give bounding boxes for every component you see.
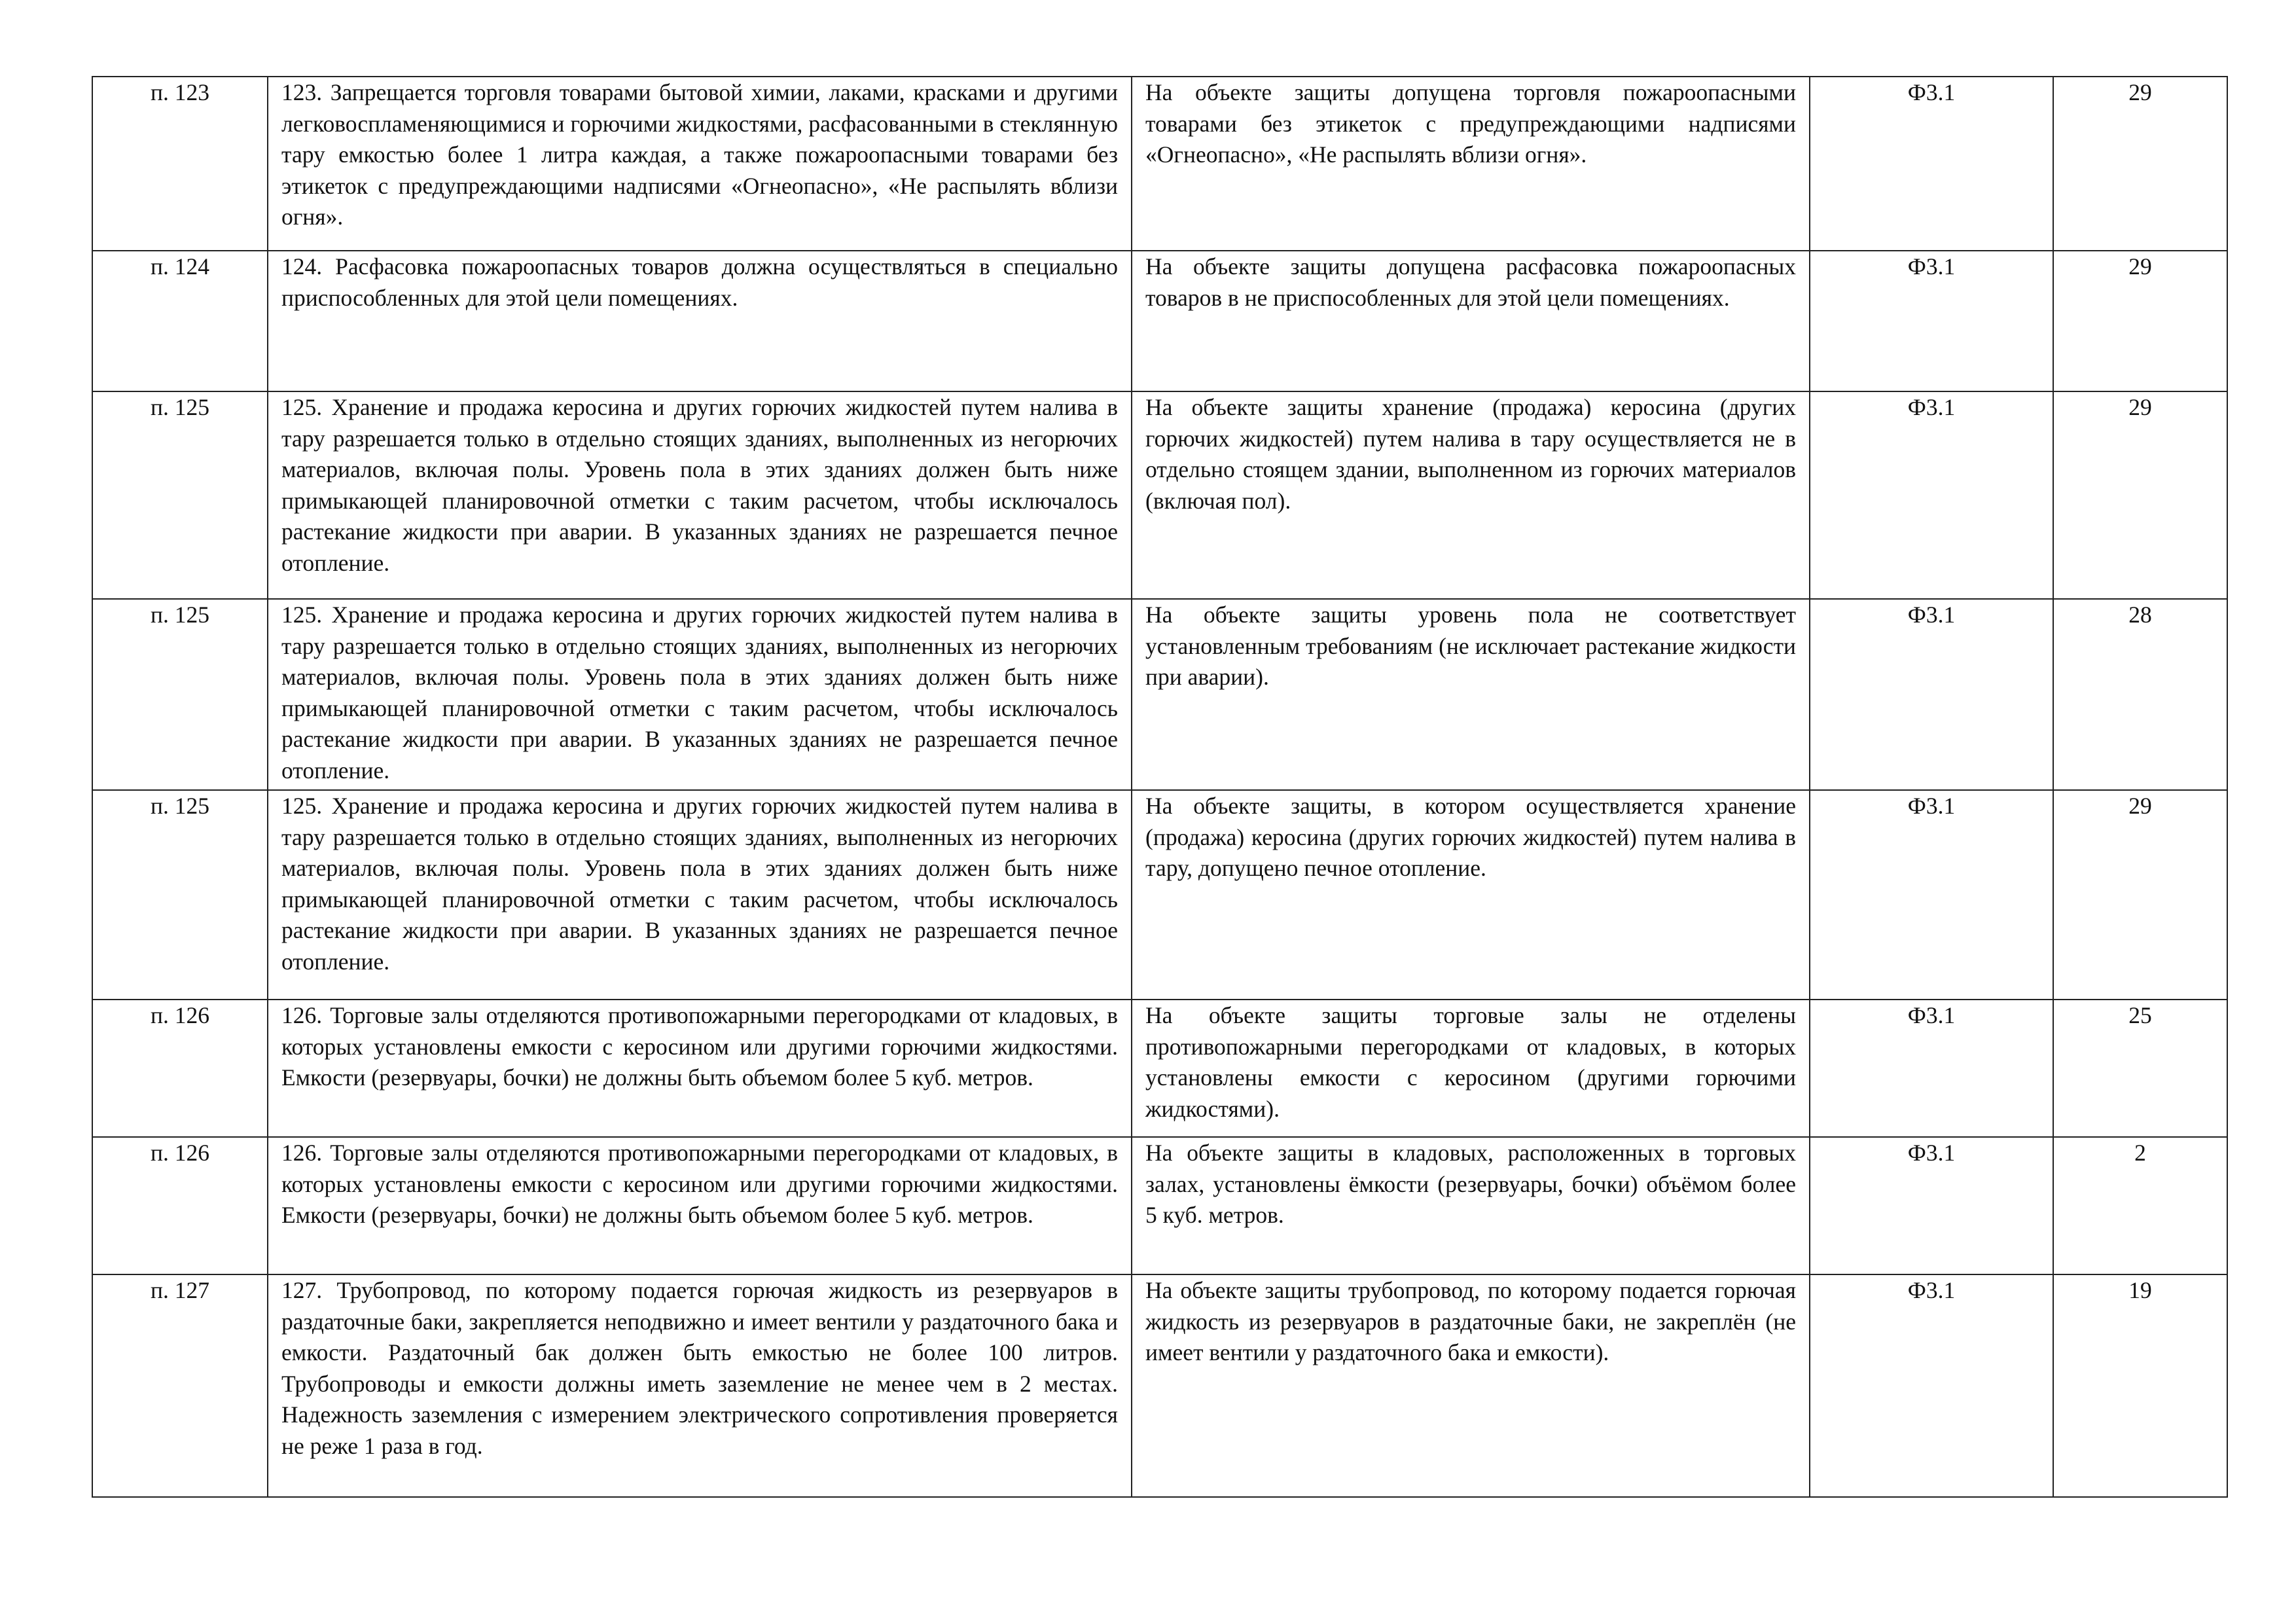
clause-ref: п. 125 [92, 599, 268, 790]
category-code: Ф3.1 [1810, 1000, 2053, 1137]
violation-text: На объекте защиты допущена торговля пожароопасными товарами без этикеток с предупреждающими надписями «Огнеопасно», «Не распылять вблизи огня». [1132, 77, 1810, 251]
violation-text: На объекте защиты трубопровод, по которому подается горючая жидкость из резервуаров в раздаточные баки, не закреплён (не имеет вентили у раздаточного бака и емкости). [1132, 1274, 1810, 1497]
clause-ref: п. 125 [92, 790, 268, 1000]
table-row [92, 599, 2227, 790]
table-row [92, 1274, 2227, 1497]
table-row [92, 251, 2227, 391]
category-code: Ф3.1 [1810, 391, 2053, 599]
table-row [92, 391, 2227, 599]
requirement-text: 127. Трубопровод, по которому подается горючая жидкость из резервуаров в раздаточные баки, закрепляется неподвижно и имеет вентили у раздаточного бака и емкости. Раздаточный бак должен быть емкостью не более 100 литров. Трубопроводы и емкости должны иметь заземление не менее чем в 2 местах. Надежность заземления с измерением электрического сопротивления проверяется не реже 1 раза в год. [268, 1274, 1132, 1497]
violation-text: На объекте защиты торговые залы не отделены противопожарными перегородками от кладовых, в которых установлены емкости с керосином (другими горючими жидкостями). [1132, 1000, 1810, 1137]
category-code: Ф3.1 [1810, 1137, 2053, 1274]
requirement-text: 126. Торговые залы отделяются противопожарными перегородками от кладовых, в которых установлены емкости с керосином или другими горючими жидкостями. Емкости (резервуары, бочки) не должны быть объемом более 5 куб. метров. [268, 1137, 1132, 1274]
violation-text: На объекте защиты хранение (продажа) керосина (других горючих жидкостей) путем налива в тару осуществляется не в отдельно стоящем здании, выполненном из горючих материалов (включая пол). [1132, 391, 1810, 599]
table-row [92, 790, 2227, 1000]
table-row [92, 1137, 2227, 1274]
item-number: 2 [2053, 1137, 2227, 1274]
requirement-text: 126. Торговые залы отделяются противопожарными перегородками от кладовых, в которых установлены емкости с керосином или другими горючими жидкостями. Емкости (резервуары, бочки) не должны быть объемом более 5 куб. метров. [268, 1000, 1132, 1137]
category-code: Ф3.1 [1810, 790, 2053, 1000]
item-number: 29 [2053, 77, 2227, 251]
category-code: Ф3.1 [1810, 599, 2053, 790]
table-row [92, 1000, 2227, 1137]
item-number: 29 [2053, 790, 2227, 1000]
requirement-text: 123. Запрещается торговля товарами бытовой химии, лаками, красками и другими легковоспламеняющимися и горючими жидкостями, расфасованными в стеклянную тару емкостью более 1 литра каждая, а также пожароопасными товарами без этикеток с предупреждающими надписями «Огнеопасно», «Не распылять вблизи огня». [268, 77, 1132, 251]
clause-ref: п. 126 [92, 1137, 268, 1274]
clause-ref: п. 123 [92, 77, 268, 251]
item-number: 29 [2053, 391, 2227, 599]
requirement-text: 125. Хранение и продажа керосина и других горючих жидкостей путем налива в тару разрешается только в отдельно стоящих зданиях, выполненных из негорючих материалов, включая полы. Уровень пола в этих зданиях должен быть ниже примыкающей планировочной отметки с таким расчетом, чтобы исключалось растекание жидкости при аварии. В указанных зданиях не разрешается печное отопление. [268, 391, 1132, 599]
clause-ref: п. 126 [92, 1000, 268, 1137]
item-number: 28 [2053, 599, 2227, 790]
table-row [92, 77, 2227, 251]
category-code: Ф3.1 [1810, 77, 2053, 251]
item-number: 19 [2053, 1274, 2227, 1497]
clause-ref: п. 124 [92, 251, 268, 391]
violation-text: На объекте защиты уровень пола не соответствует установленным требованиям (не исключает растекание жидкости при аварии). [1132, 599, 1810, 790]
item-number: 29 [2053, 251, 2227, 391]
category-code: Ф3.1 [1810, 1274, 2053, 1497]
violation-text: На объекте защиты допущена расфасовка пожароопасных товаров в не приспособленных для этой цели помещениях. [1132, 251, 1810, 391]
clause-ref: п. 127 [92, 1274, 268, 1497]
item-number: 25 [2053, 1000, 2227, 1137]
violation-text: На объекте защиты, в котором осуществляется хранение (продажа) керосина (других горючих жидкостей) путем налива в тару, допущено печное отопление. [1132, 790, 1810, 1000]
category-code: Ф3.1 [1810, 251, 2053, 391]
requirement-text: 125. Хранение и продажа керосина и других горючих жидкостей путем налива в тару разрешается только в отдельно стоящих зданиях, выполненных из негорючих материалов, включая полы. Уровень пола в этих зданиях должен быть ниже примыкающей планировочной отметки с таким расчетом, чтобы исключалось растекание жидкости при аварии. В указанных зданиях не разрешается печное отопление. [268, 790, 1132, 1000]
requirement-text: 125. Хранение и продажа керосина и других горючих жидкостей путем налива в тару разрешается только в отдельно стоящих зданиях, выполненных из негорючих материалов, включая полы. Уровень пола в этих зданиях должен быть ниже примыкающей планировочной отметки с таким расчетом, чтобы исключалось растекание жидкости при аварии. В указанных зданиях не разрешается печное отопление. [268, 599, 1132, 790]
clause-ref: п. 125 [92, 391, 268, 599]
requirements-table [92, 76, 2228, 1498]
requirement-text: 124. Расфасовка пожароопасных товаров должна осуществляться в специально приспособленных для этой цели помещениях. [268, 251, 1132, 391]
violation-text: На объекте защиты в кладовых, расположенных в торговых залах, установлены ёмкости (резервуары, бочки) объёмом более 5 куб. метров. [1132, 1137, 1810, 1274]
